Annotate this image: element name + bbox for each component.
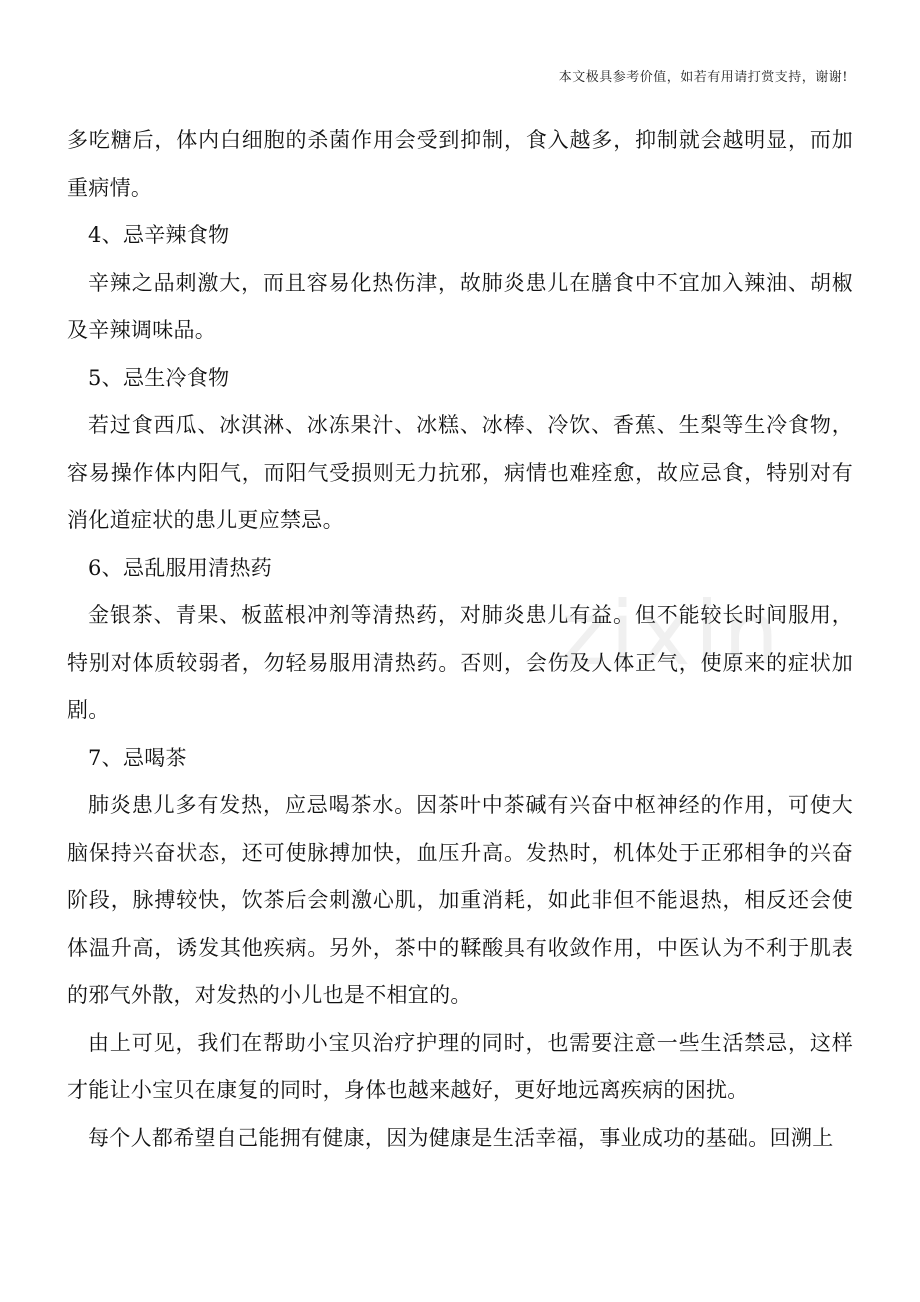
heading-avoid-spicy: 4、忌辛辣食物 <box>88 223 230 247</box>
document-body <box>67 117 853 1162</box>
header-note: 本文极具参考价值，如若有用请打赏支持，谢谢! <box>558 70 848 85</box>
paragraph-sugar-continuation: 多吃糖后，体内白细胞的杀菌作用会受到抑制，食入越多，抑制就会越明显，而加重病情。 <box>67 128 853 200</box>
heading-avoid-tea: 7、忌喝茶 <box>88 745 187 770</box>
paragraph-health: 每个人都希望自己能拥有健康，因为健康是生活幸福，事业成功的基础。回溯上 <box>88 1125 834 1150</box>
heading-avoid-heat-clearing-drugs: 6、忌乱服用清热药 <box>88 555 273 580</box>
paragraph-avoid-heat-clearing-drugs: 金银茶、青果、板蓝根冲剂等清热药，对肺炎患儿有益。但不能较长时间服用，特别对体质较弱者，勿轻易服用清热药。否则，会伤及人体正气，使原来的症状加剧。 <box>67 603 853 722</box>
watermark: zixin <box>560 582 783 685</box>
paragraph-summary: 由上可见，我们在帮助小宝贝治疗护理的同时，也需要注意一些生活禁忌，这样才能让小宝贝在康复的同时，身体也越来越好，更好地远离疾病的困扰。 <box>67 1030 853 1102</box>
heading-avoid-cold: 5、忌生冷食物 <box>88 365 230 390</box>
paragraph-avoid-cold: 若过食西瓜、冰淇淋、冰冻果汁、冰糕、冰棒、冷饮、香蕉、生梨等生冷食物，容易操作体内阳气，而阳气受损则无力抗邪，病情也难痊愈，故应忌食，特别对有消化道症状的患儿更应禁忌。 <box>67 413 853 532</box>
paragraph-avoid-tea: 肺炎患儿多有发热，应忌喝茶水。因茶叶中茶碱有兴奋中枢神经的作用，可使大脑保持兴奋状态，还可使脉搏加快，血压升高。发热时，机体处于正邪相争的兴奋阶段，脉搏较快，饮茶后会刺激心肌，加重消耗，如此非但不能退热，相反还会使体温升高，诱发其他疾病。另外，茶中的鞣酸具有收敛作用，中医认为不利于肌表的邪气外散，对发热的小儿也是不相宜的。 <box>67 793 853 1007</box>
paragraph-avoid-spicy: 辛辣之品刺激大，而且容易化热伤津，故肺炎患儿在膳食中不宜加入辣油、胡椒及辛辣调味品。 <box>67 270 853 342</box>
